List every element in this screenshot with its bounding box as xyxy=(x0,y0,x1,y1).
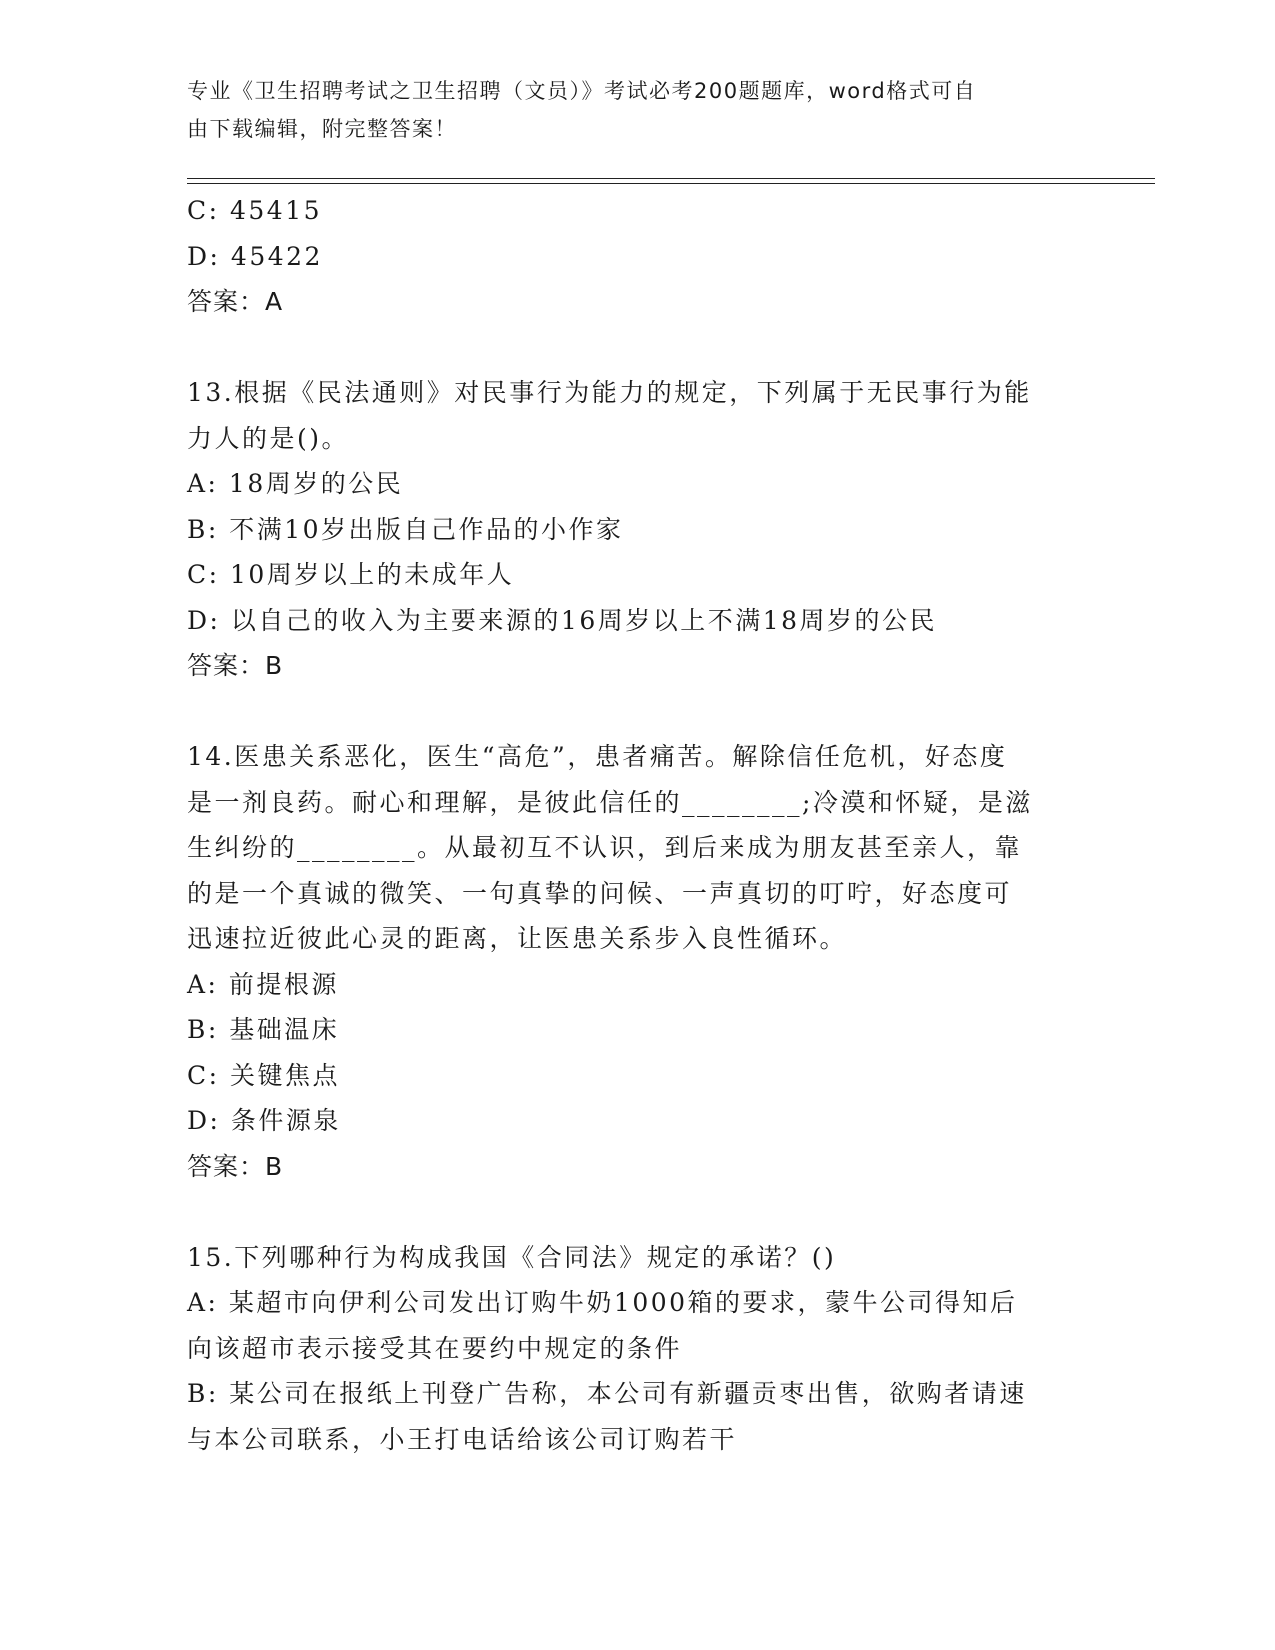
document-body xyxy=(187,188,1087,1462)
answer-line: 答案：B xyxy=(187,651,284,680)
header-divider-bottom xyxy=(187,183,1155,184)
question-stem-line: 14.医患关系恶化，医生“高危”，患者痛苦。解除信任危机，好态度 xyxy=(187,742,1008,771)
question-12-tail xyxy=(187,188,1087,325)
question-stem-line: 是一剂良药。耐心和理解，是彼此信任的________;冷漠和怀疑，是滋 xyxy=(187,787,1033,817)
question-14 xyxy=(187,734,1087,1189)
question-stem-line: 15.下列哪种行为构成我国《合同法》规定的承诺？() xyxy=(187,1242,837,1272)
header-line-1: 专业《卫生招聘考试之卫生招聘（文员）》考试必考200题题库，word格式可自 xyxy=(187,79,977,103)
document-header xyxy=(187,72,1067,148)
option-c: C: 10周岁以上的未成年人 xyxy=(187,560,515,589)
option-d: D: 条件源泉 xyxy=(187,1106,341,1135)
option-d: D: 以自己的收入为主要来源的16周岁以上不满18周岁的公民 xyxy=(187,605,938,635)
answer-line: 答案：A xyxy=(187,287,284,316)
question-stem-line: 13.根据《民法通则》对民事行为能力的规定，下列属于无民事行为能 xyxy=(187,378,1032,407)
option-a-continued: 向该超市表示接受其在要约中规定的条件 xyxy=(187,1333,683,1363)
spacer xyxy=(187,1189,1087,1235)
question-15 xyxy=(187,1235,1087,1463)
option-b: B: 某公司在报纸上刊登广告称，本公司有新疆贡枣出售，欲购者请速 xyxy=(187,1379,1027,1408)
question-stem-line: 力人的是()。 xyxy=(187,423,350,453)
question-stem-line: 的是一个真诚的微笑、一句真挚的问候、一声真切的叮咛，好态度可 xyxy=(187,878,1013,908)
option-c: C: 45415 xyxy=(187,196,323,225)
question-stem-line: 迅速拉近彼此心灵的距离，让医患关系步入良性循环。 xyxy=(187,924,848,953)
option-a: A: 前提根源 xyxy=(187,969,339,999)
option-b: B: 基础温床 xyxy=(187,1015,340,1044)
option-a: A: 18周岁的公民 xyxy=(187,469,404,498)
option-b: B: 不满10岁出版自己作品的小作家 xyxy=(187,514,624,544)
question-13 xyxy=(187,370,1087,689)
spacer xyxy=(187,325,1087,371)
option-c: C: 关键焦点 xyxy=(187,1060,340,1090)
option-a: A: 某超市向伊利公司发出订购牛奶1000箱的要求，蒙牛公司得知后 xyxy=(187,1288,1018,1317)
header-line-2: 由下载编辑，附完整答案！ xyxy=(187,117,457,141)
spacer xyxy=(187,689,1087,735)
question-stem-line: 生纠纷的________。从最初互不认识，到后来成为朋友甚至亲人，靠 xyxy=(187,833,1023,862)
option-d: D: 45422 xyxy=(187,241,323,271)
header-divider-top xyxy=(187,178,1155,179)
answer-line: 答案：B xyxy=(187,1151,284,1181)
option-b-continued: 与本公司联系，小王打电话给该公司订购若干 xyxy=(187,1424,738,1454)
